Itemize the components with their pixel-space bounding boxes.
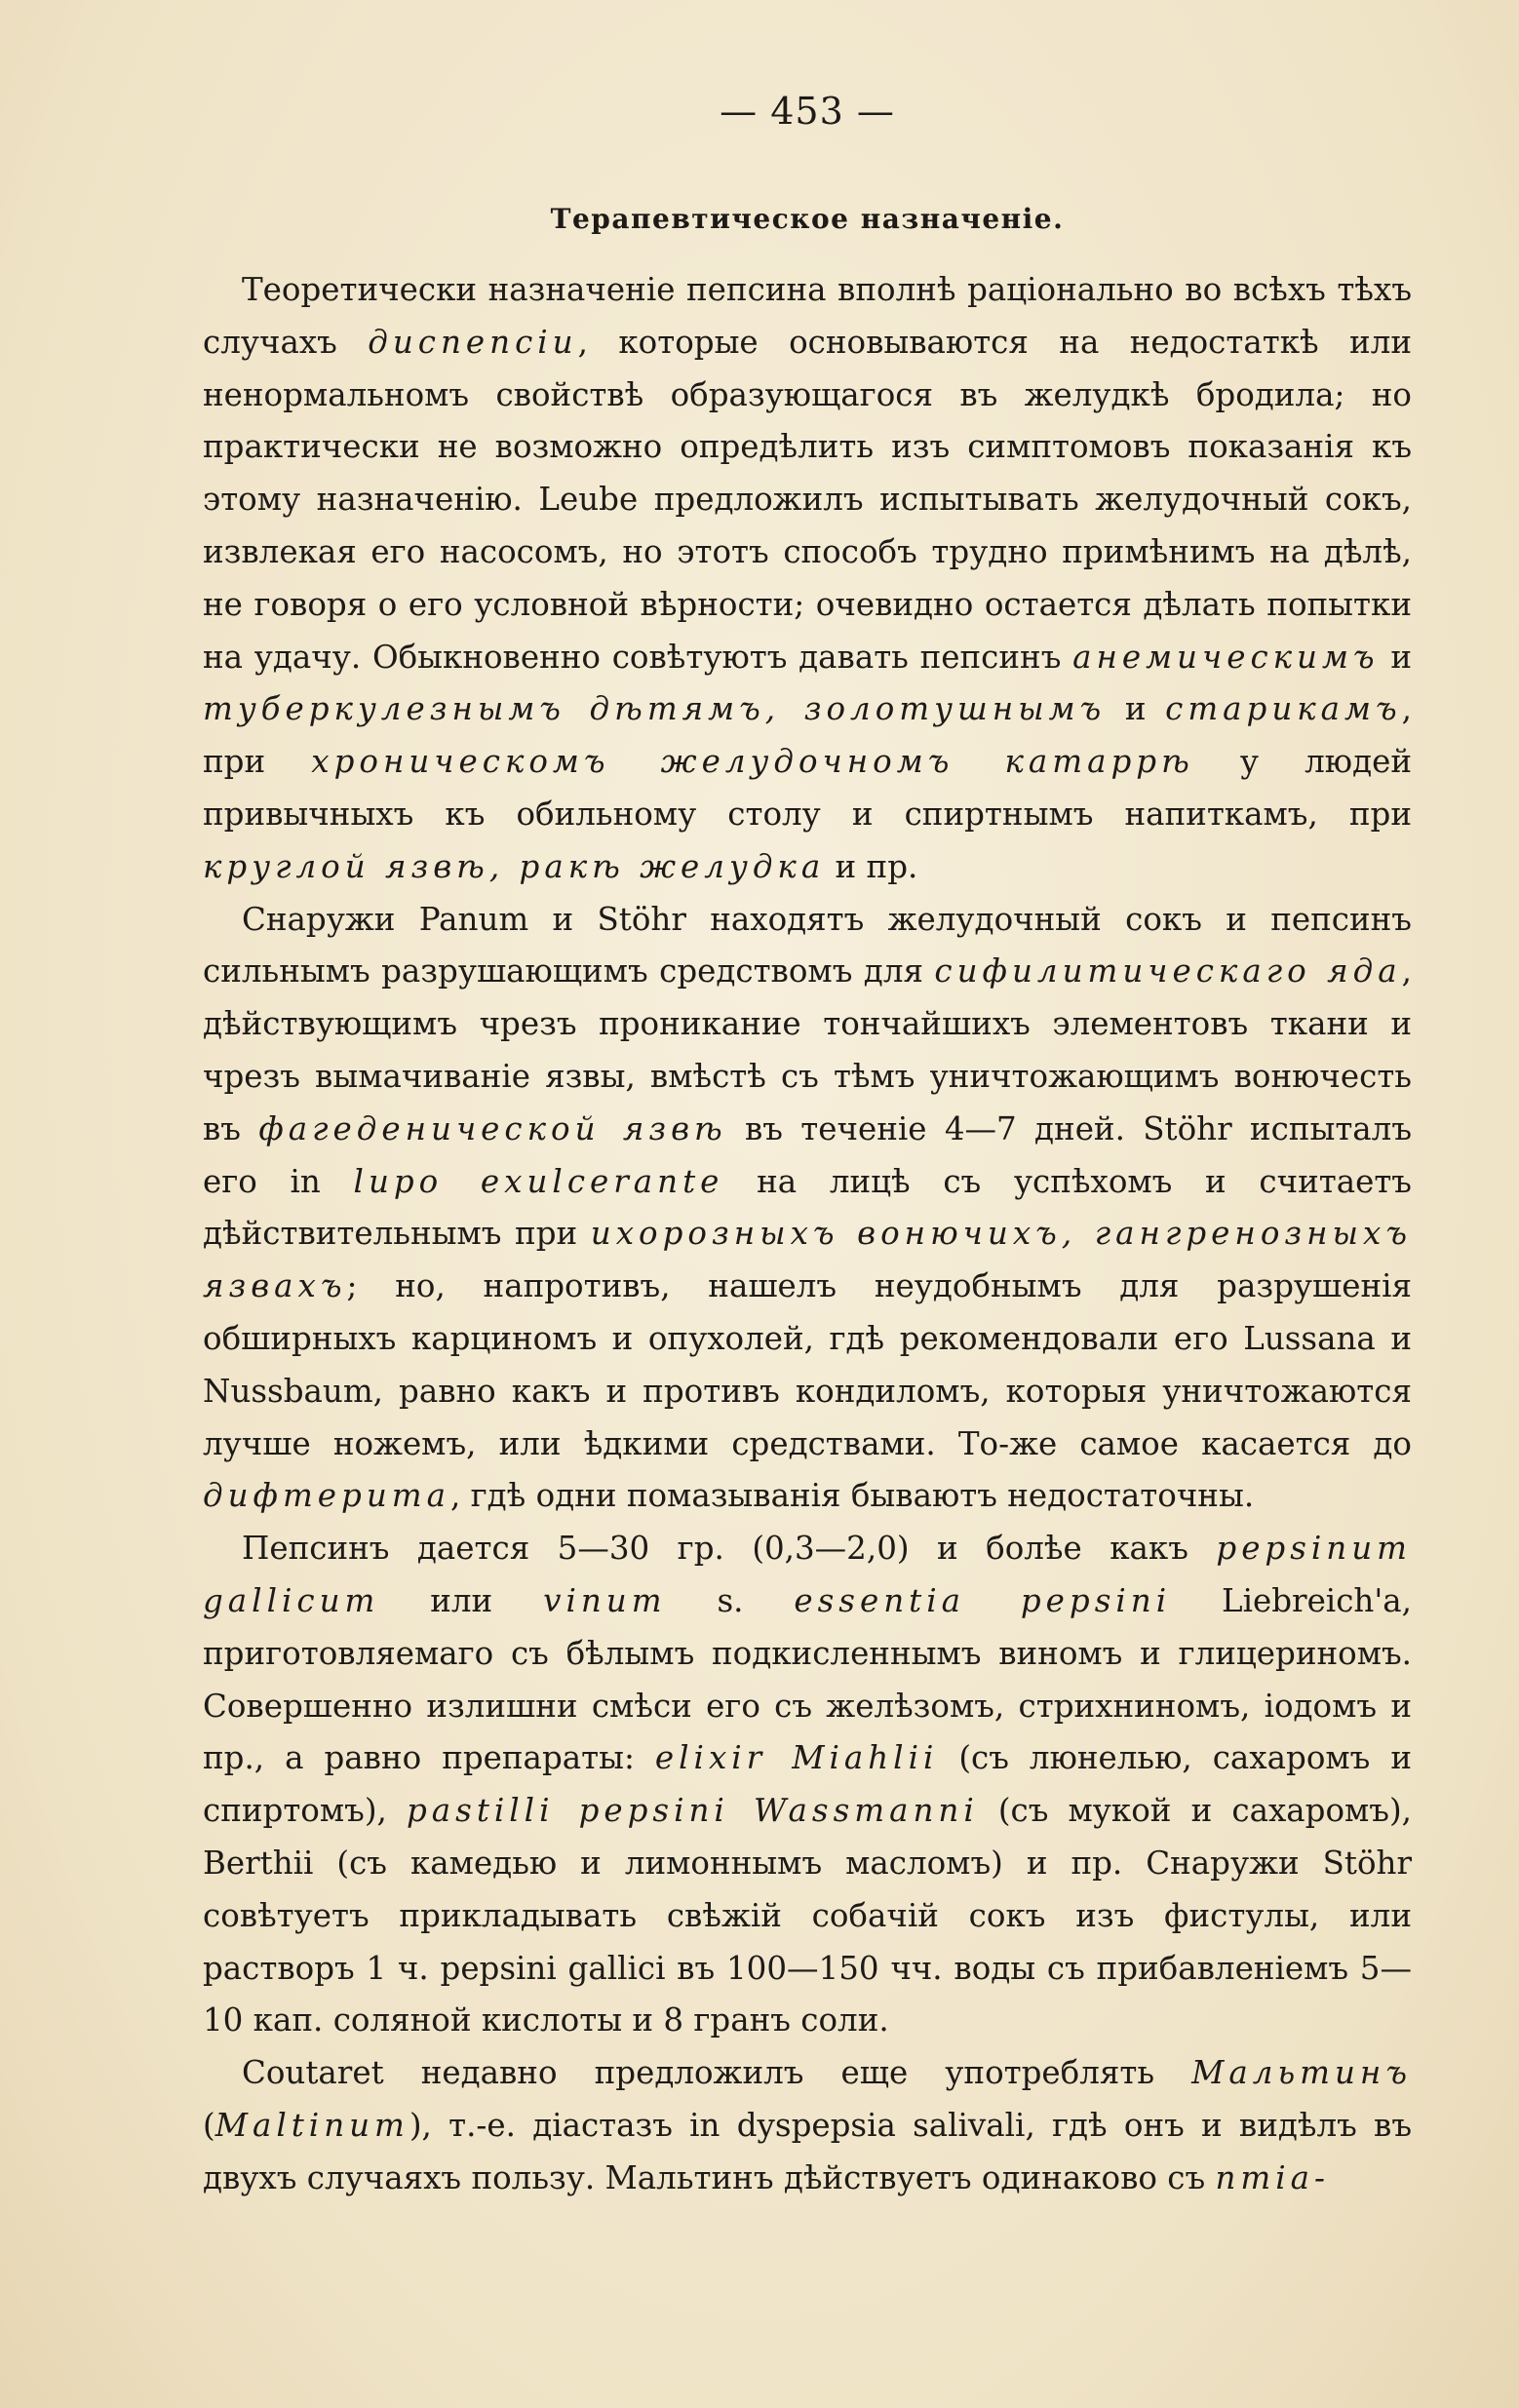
section-heading: Терапевтическое назначеніе. [550, 203, 1065, 235]
paragraph-3: Пепсинъ дается 5—30 гр. (0,3—2,0) и болѣе какъ pepsinum gallicum или vinum s. essentia pepsini Liebreich'а, приготовляемаго съ бѣлымъ подкисленнымъ виномъ и глицериномъ. Совершенно излишни смѣси его съ желѣзомъ, стрихниномъ, іодомъ и пр., а равно препараты: elixir Miahlii (съ люнелью, сахаромъ и спиртомъ), pastilli pepsini Wassmanni (съ мукой и сахаромъ), Berthii (съ камедью и лимоннымъ масломъ) и пр. Снаружи Stöhr совѣтуетъ прикладывать свѣжій собачій сокъ изъ фистулы, или растворъ 1 ч. pepsini gallici въ 100—150 чч. воды съ прибавленіемъ 5—10 кап. соляной кислоты и 8 гранъ соли. [203, 1530, 1412, 2039]
book-page [203, 90, 1412, 2204]
page-number: — 453 — [720, 90, 895, 133]
paragraph-4: Coutaret недавно предложилъ еще употреблять Мальтинъ (Maltinum), т.-е. діастазъ in dyspepsia salivali, гдѣ онъ и видѣлъ въ двухъ случаяхъ пользу. Мальтинъ дѣйствуетъ одинаково съ птіа- [203, 2054, 1412, 2196]
paragraph-1: Теоретически назначеніе пепсина вполнѣ раціонально во всѣхъ тѣхъ случахъ диспепсіи, которые основываются на недостаткѣ или ненормальномъ свойствѣ образующагося въ желудкѣ бродила; но практически не возможно опредѣлить изъ симптомовъ показанія къ этому назначенію. Leube предложилъ испытывать желудочный сокъ, извлекая его насосомъ, но этотъ способъ трудно примѣнимъ на дѣлѣ, не говоря о его условной вѣрности; очевидно остается дѣлать попытки на удачу. Обыкновенно совѣтуютъ давать пепсинъ анемическимъ и туберкулезнымъ дѣтямъ, золотушнымъ и старикамъ, при хроническомъ желудочномъ катаррѣ у людей привычныхъ къ обильному столу и спиртнымъ напиткамъ, при круглой язвѣ, ракѣ желудка и пр. [203, 271, 1413, 885]
paragraph-2: Снаружи Panum и Stöhr находятъ желудочный сокъ и пепсинъ сильнымъ разрушающимъ средствомъ для сифилитическаго яда, дѣйствующимъ чрезъ проникание тончайшихъ элементовъ ткани и чрезъ вымачиваніе язвы, вмѣстѣ съ тѣмъ уничтожающимъ вонючесть въ фагеденической язвѣ въ теченіе 4—7 дней. Stöhr испыталъ его in lupo exulcerante на лицѣ съ успѣхомъ и считаетъ дѣйствительнымъ при ихорозныхъ вонючихъ, гангренозныхъ язвахъ; но, напротивъ, нашелъ неудобнымъ для разрушенія обширныхъ карциномъ и опухолей, гдѣ рекомендовали его Lussana и Nussbaum, равно какъ и противъ кондиломъ, которыя уничтожаются лучше ножемъ, или ѣдкими средствами. То-же самое касается до дифтерита, гдѣ одни помазыванія бываютъ недостаточны. [203, 900, 1413, 1515]
